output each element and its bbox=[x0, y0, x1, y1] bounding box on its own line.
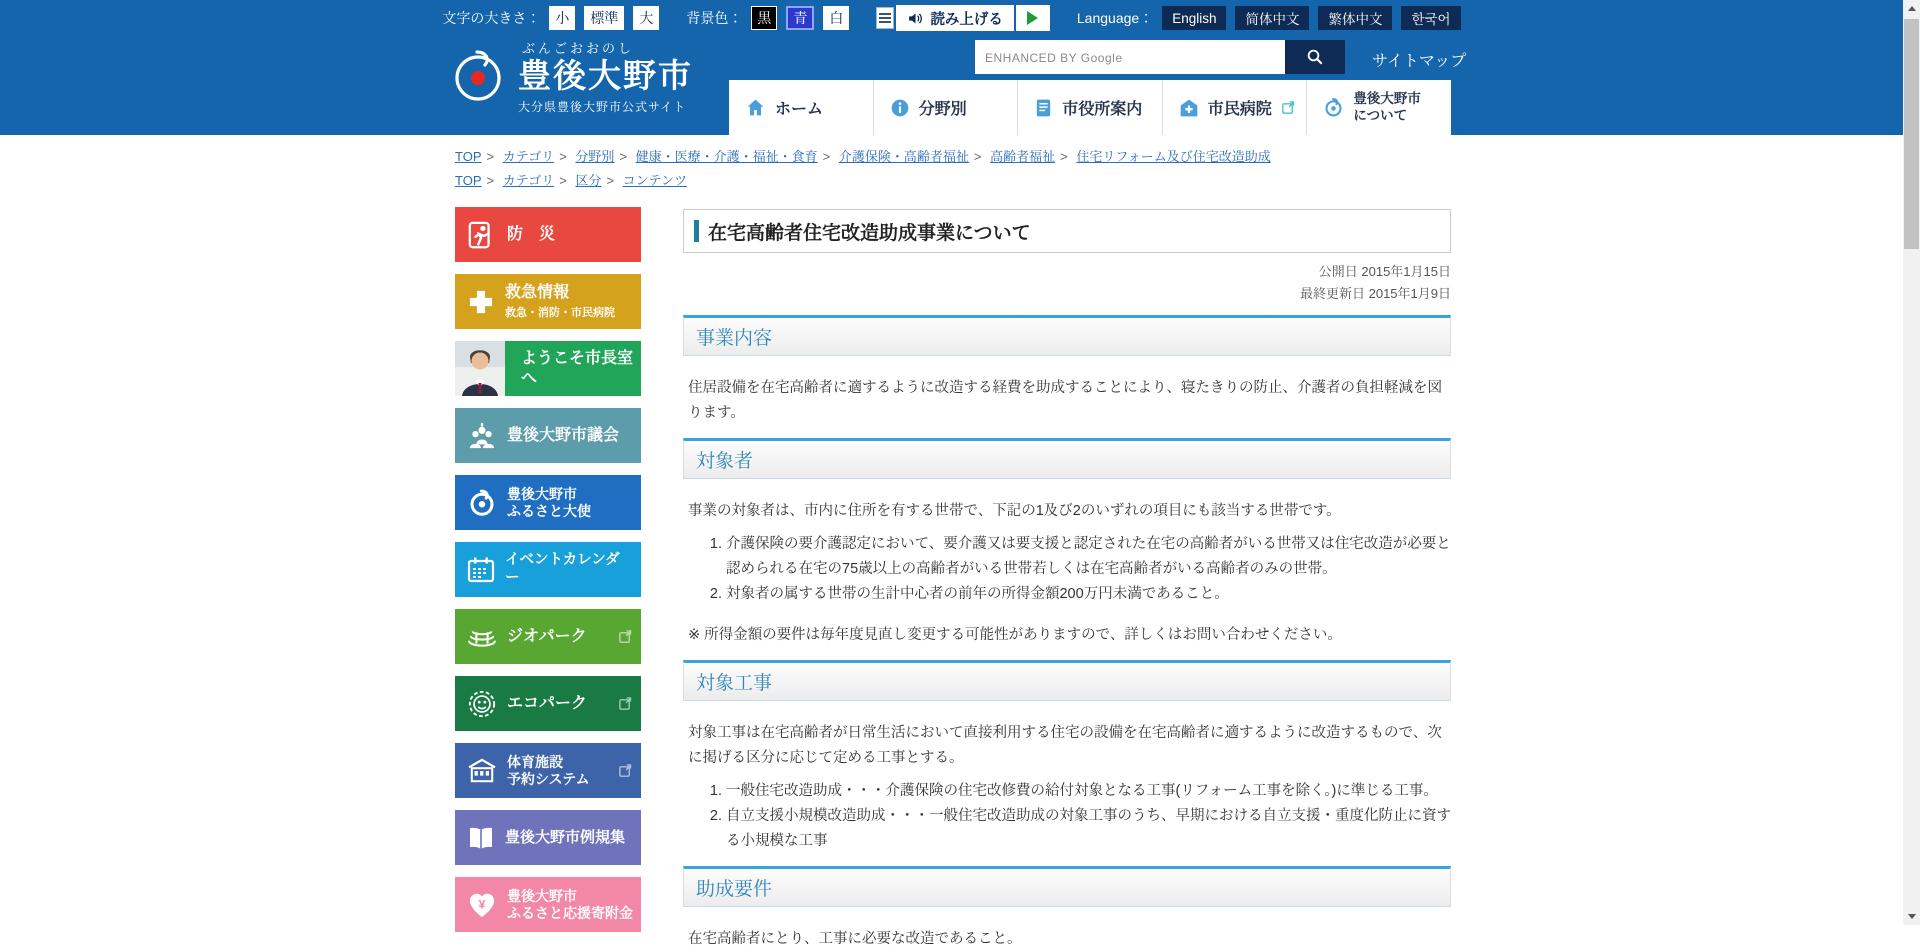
nav-item-home[interactable]: ホーム bbox=[729, 80, 874, 135]
breadcrumb bbox=[455, 145, 1920, 193]
section-heading-eligible-works: 対象工事 bbox=[683, 660, 1451, 701]
speaker-icon bbox=[907, 10, 924, 27]
site-name: 豊後大野市 bbox=[518, 57, 693, 94]
external-link-icon bbox=[618, 696, 633, 711]
breadcrumb-row-1: TOP > カテゴリ > 分野別 > 健康・医療・介護・福祉・食育 > 介護保険・高齢者福祉 > 高齢者福祉 > 住宅リフォーム及び住宅改造助成 bbox=[455, 149, 1271, 164]
svg-text:¥: ¥ bbox=[478, 897, 486, 912]
section-paragraph: 在宅高齢者にとり、工事に必要な改造であること。 bbox=[688, 931, 1022, 947]
home-icon bbox=[745, 97, 766, 118]
city-swirl-icon bbox=[467, 488, 497, 518]
language-label: Language： bbox=[1076, 10, 1154, 26]
language-traditional-chinese-button[interactable]: 繁体中文 bbox=[1318, 6, 1392, 30]
title-accent-bar bbox=[694, 220, 699, 242]
section-heading-business-content: 事業内容 bbox=[683, 315, 1451, 356]
section-paragraph: 事業の対象者は、市内に住所を有する世帯で、下記の1及び2のいずれの項目にも該当する世帯です。 bbox=[688, 503, 1341, 519]
language-english-button[interactable]: English bbox=[1162, 6, 1226, 30]
breadcrumb-link[interactable]: TOP bbox=[455, 149, 482, 164]
list-item: 2. 対象者の属する世帯の生計中心者の前年の所得金額200万円未満であること。 bbox=[726, 582, 1451, 607]
list-item: 2. 自立支援小規模改造助成・・・一般住宅改造助成の対象工事のうち、早期における自立支援・重度化防止に資する小規模な工事 bbox=[726, 804, 1451, 854]
hospital-icon bbox=[1179, 98, 1199, 118]
reader-icon bbox=[876, 7, 894, 29]
published-date: 公開日 2015年1月15日 bbox=[1318, 264, 1451, 279]
breadcrumb-row-2: TOP > カテゴリ > 区分 > コンテンツ bbox=[455, 173, 688, 188]
breadcrumb-link[interactable]: カテゴリ bbox=[502, 149, 555, 164]
sidebar-item-disaster[interactable]: 防 災 bbox=[455, 207, 641, 262]
breadcrumb-link[interactable]: 区分 bbox=[575, 173, 602, 188]
site-furigana: ぶんごおおのし bbox=[522, 41, 635, 56]
eligible-works-list bbox=[688, 779, 1451, 854]
council-people-icon bbox=[467, 422, 497, 450]
breadcrumb-link[interactable]: 健康・医療・介護・福祉・食育 bbox=[635, 149, 818, 164]
ecopark-icon bbox=[467, 689, 497, 719]
sidebar-item-event-calendar[interactable]: イベントカレンダー bbox=[455, 542, 641, 597]
scrollbar-thumb[interactable] bbox=[1904, 19, 1919, 249]
evacuation-icon bbox=[467, 220, 497, 250]
list-item: 1. 介護保険の要介護認定において、要介護又は要支援と認定された在宅の高齢者がいる世帯又は住宅改造が必要と認められる在宅の75歳以上の高齢者がいる世帯若しくは在宅高齢者がいる高齢者のみの世帯。 bbox=[726, 532, 1451, 582]
sidebar bbox=[455, 207, 641, 952]
page-title: 在宅高齢者住宅改造助成事業について bbox=[708, 222, 1031, 244]
updated-date: 最終更新日 2015年1月9日 bbox=[1299, 286, 1451, 301]
read-aloud-button[interactable]: 読み上げる bbox=[896, 5, 1014, 31]
search-icon bbox=[1306, 48, 1324, 66]
site-subtitle: 大分県豊後大野市公式サイト bbox=[518, 99, 687, 114]
info-icon bbox=[890, 98, 910, 118]
section-heading-eligible-persons: 対象者 bbox=[683, 438, 1451, 479]
breadcrumb-link[interactable]: 介護保険・高齢者福祉 bbox=[838, 149, 969, 164]
document-icon bbox=[1034, 98, 1053, 118]
play-button[interactable] bbox=[1016, 5, 1050, 31]
nav-item-category[interactable]: 分野別 bbox=[874, 80, 1019, 135]
city-swirl-icon bbox=[1323, 97, 1344, 118]
external-link-icon bbox=[1281, 100, 1296, 115]
scrollbar[interactable] bbox=[1903, 0, 1920, 925]
breadcrumb-link[interactable]: TOP bbox=[455, 173, 482, 188]
section-paragraph: 住居設備を在宅高齢者に適するように改造する経費を助成することにより、寝たきりの防止、介護者の負担軽減を図ります。 bbox=[688, 380, 1442, 421]
sidebar-item-geopark[interactable]: ジオパーク bbox=[455, 609, 641, 664]
language-korean-button[interactable]: 한국어 bbox=[1401, 6, 1460, 30]
font-size-large-button[interactable]: 大 bbox=[633, 6, 659, 30]
article-title-box bbox=[683, 209, 1451, 253]
breadcrumb-link[interactable]: 分野別 bbox=[575, 149, 615, 164]
breadcrumb-link[interactable]: カテゴリ bbox=[502, 173, 555, 188]
nav-item-cityhall-guide[interactable]: 市役所案内 bbox=[1018, 80, 1163, 135]
external-link-icon bbox=[618, 763, 633, 778]
first-aid-cross-icon bbox=[467, 288, 495, 316]
eligible-persons-list bbox=[688, 532, 1451, 607]
sidebar-item-ecopark[interactable]: エコパーク bbox=[455, 676, 641, 731]
calendar-icon bbox=[467, 556, 495, 584]
nav-item-about-city[interactable]: 豊後大野市 について bbox=[1307, 80, 1451, 135]
section-paragraph: 対象工事は在宅高齢者が日常生活において直接利用する住宅の設備を在宅高齢者に適するように改造するもので、次に掲げる区分に応じて定める工事とする。 bbox=[688, 725, 1442, 766]
sidebar-item-furusato-donation[interactable]: ¥ 豊後大野市 ふるさと応援寄附金 bbox=[455, 877, 641, 932]
sidebar-item-sports-facility-reservation[interactable]: 体育施設 予約システム bbox=[455, 743, 641, 798]
sitemap-link[interactable]: サイトマップ bbox=[1372, 53, 1467, 70]
main-nav bbox=[729, 80, 1451, 135]
nav-item-city-hospital[interactable]: 市民病院 bbox=[1163, 80, 1308, 135]
scrollbar-down-arrow[interactable] bbox=[1903, 908, 1920, 925]
breadcrumb-link[interactable]: 住宅リフォーム及び住宅改造助成 bbox=[1076, 149, 1271, 164]
search-button[interactable] bbox=[1285, 40, 1345, 74]
income-note: ※ 所得金額の要件は毎年度見直し変更する可能性がありますので、詳しくはお問い合わせください。 bbox=[688, 627, 1342, 643]
site-header bbox=[0, 0, 1903, 135]
font-size-small-button[interactable]: 小 bbox=[549, 6, 575, 30]
sidebar-item-city-council[interactable]: 豊後大野市議会 bbox=[455, 408, 641, 463]
sidebar-item-furusato-ambassador[interactable]: 豊後大野市 ふるさと大使 bbox=[455, 475, 641, 530]
accessibility-toolbar bbox=[0, 4, 1903, 32]
article bbox=[683, 207, 1451, 952]
sidebar-item-city-regulations[interactable]: 豊後大野市例規集 bbox=[455, 810, 641, 865]
breadcrumb-link[interactable]: コンテンツ bbox=[622, 173, 688, 188]
site-logo[interactable] bbox=[450, 38, 693, 115]
sidebar-item-mayor-room[interactable]: ようこそ市長室へ bbox=[455, 341, 641, 396]
geopark-icon bbox=[467, 624, 497, 650]
section-heading-grant-requirements: 助成要件 bbox=[683, 866, 1451, 907]
city-emblem-icon bbox=[450, 48, 506, 104]
bg-color-black-button[interactable]: 黒 bbox=[751, 6, 777, 30]
play-icon bbox=[1027, 11, 1038, 25]
language-simplified-chinese-button[interactable]: 简体中文 bbox=[1235, 6, 1309, 30]
external-link-icon bbox=[618, 629, 633, 644]
heart-yen-icon bbox=[467, 891, 497, 919]
bg-color-blue-button[interactable]: 青 bbox=[786, 6, 814, 30]
search-input[interactable] bbox=[975, 40, 1285, 74]
book-icon bbox=[467, 825, 495, 851]
bg-color-white-button[interactable]: 白 bbox=[823, 6, 849, 30]
list-item: 1. 一般住宅改造助成・・・介護保険の住宅改修費の給付対象となる工事(リフォーム工事を除く。)に準じる工事。 bbox=[726, 779, 1451, 804]
font-size-label: 文字の大きさ： bbox=[442, 10, 541, 26]
sidebar-item-emergency-info[interactable]: 救急情報 救急・消防・市民病院 bbox=[455, 274, 641, 329]
gym-building-icon bbox=[467, 758, 497, 784]
scrollbar-up-arrow[interactable] bbox=[1903, 0, 1920, 17]
site-search bbox=[975, 40, 1345, 74]
font-size-normal-button[interactable]: 標準 bbox=[584, 6, 624, 30]
mayor-photo bbox=[455, 341, 505, 396]
bg-color-label: 背景色： bbox=[686, 10, 743, 26]
breadcrumb-link[interactable]: 高齢者福祉 bbox=[990, 149, 1056, 164]
article-dates bbox=[683, 261, 1451, 305]
